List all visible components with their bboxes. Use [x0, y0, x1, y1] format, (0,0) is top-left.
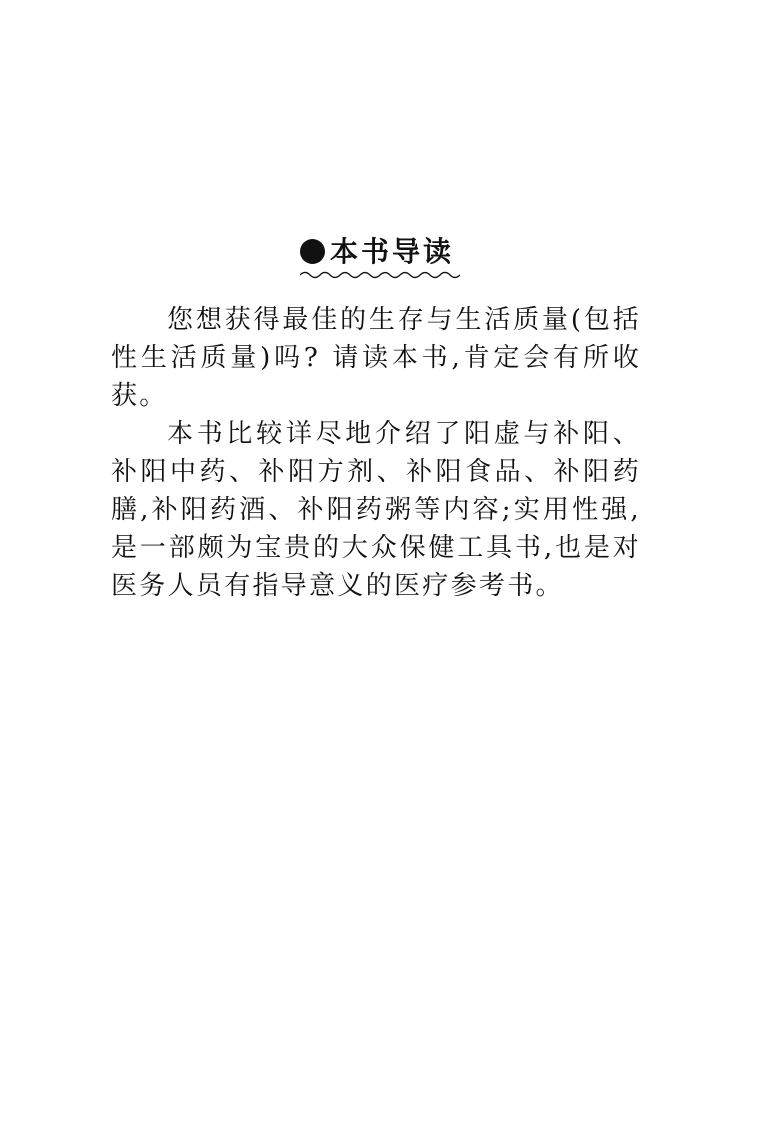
- guide-body: [111, 301, 641, 605]
- wavy-underline: [300, 270, 460, 280]
- paragraph-intro: 您想获得最佳的生存与生活质量(包括性生活质量)吗? 请读本书,肯定会有所收获。: [111, 305, 641, 411]
- bullet-icon: [300, 239, 325, 264]
- paragraph-content: 本书比较详尽地介绍了阳虚与补阳、补阳中药、补阳方剂、补阳食品、补阳药膳,补阳药酒、补阳药粥等内容;实用性强,是一部颇为宝贵的大众保健工具书,也是对医务人员有指导意义的医疗参考书。: [111, 419, 641, 601]
- section-heading: [300, 232, 460, 284]
- heading-title: 本书导读: [330, 235, 455, 268]
